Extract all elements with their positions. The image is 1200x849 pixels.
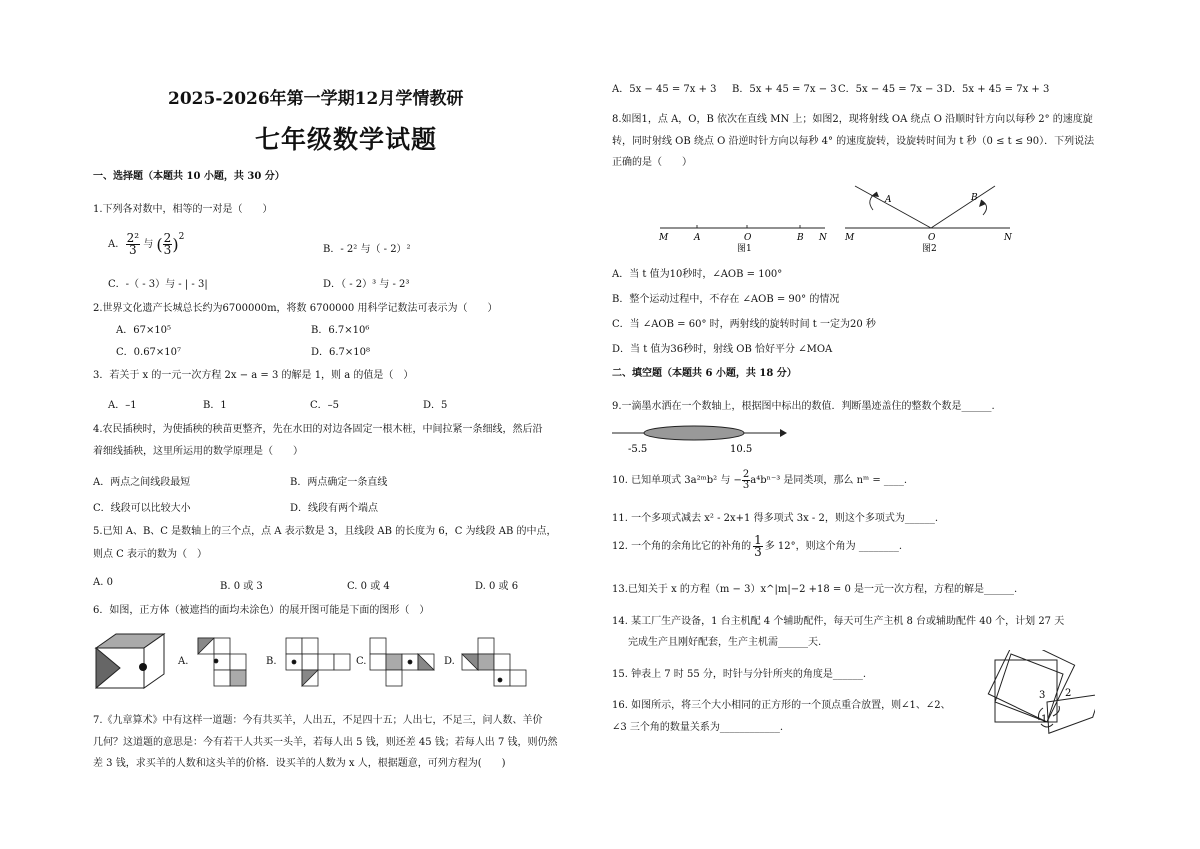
q16-squares-figure <box>975 650 1095 760</box>
q14-stem-line1: 14. 某工厂生产设备，1 台主机配 4 个辅助配件，每天可生产主机 8 台或辅助配件 40 个，计划 27 天 <box>612 616 1065 627</box>
q11-stem: 11. 一个多项式减去 x² - 2x+1 得多项式 3x - 2，则这个多项式为______. <box>612 513 939 524</box>
net-c <box>370 638 434 686</box>
q3-stem: 3．若关于 x 的一元一次方程 2x − a = 3 的解是 1，则 a 的值是（ ） <box>93 370 414 381</box>
q4-option-d: D．线段有两个端点 <box>290 503 379 514</box>
q5-stem-line2: 则点 C 表示的数为（ ） <box>93 549 208 560</box>
fig1-label-a: A <box>694 233 701 243</box>
q3-option-b: B．1 <box>203 400 227 411</box>
cube-figure <box>96 634 164 688</box>
q4-stem-line2: 着细线插秧，这里所运用的数学原理是（ ） <box>93 446 303 457</box>
angle-label-3: 3 <box>1039 690 1046 701</box>
q8-figures <box>655 180 1025 255</box>
q9-stem: 9.一滴墨水洒在一个数轴上，根据图中标出的数值．判断墨迹盖住的整数个数是______. <box>612 401 995 412</box>
q6-figures <box>90 630 470 692</box>
fig2-label-b: B <box>971 193 978 203</box>
q7-stem-line3: 差 3 钱，求买羊的人数和这头羊的价格．设买羊的人数为 x 人，根据题意，可列方程为( ) <box>93 758 506 769</box>
fig2-label-n: N <box>1004 233 1012 243</box>
q16-stem-line1: 16. 如图所示，将三个大小相同的正方形的一个顶点重合放置，则∠1、∠2、 <box>612 700 951 711</box>
q6-option-a: A. <box>178 656 189 667</box>
net-b <box>286 638 350 686</box>
page-title: 七年级数学试题 <box>255 125 438 154</box>
q2-stem: 2.世界文化遗产长城总长约为6700000m，将数 6700000 用科学记数法可表示为（ ） <box>93 303 498 314</box>
q16-stem-line2: ∠3 三个角的数量关系为____________. <box>612 722 784 733</box>
fig1-label-b: B <box>797 233 804 243</box>
q14-stem-line2: 完成生产且刚好配套，生产主机需______天. <box>628 637 822 648</box>
q4-stem-line1: 4.农民插秧时，为使插秧的秧苗更整齐，先在水田的对边各固定一根木桩，中间拉紧一条细线，然后沿 <box>93 424 543 435</box>
net-d <box>458 636 528 692</box>
q13-stem: 13.已知关于 x 的方程（m − 3）x^|m|−2 +18 = 0 是一元一次方程，方程的解是______. <box>612 584 1018 595</box>
q6-stem: 6．如图，正方体（被遮挡的面均未涂色）的展开图可能是下面的图形（ ） <box>93 605 430 616</box>
fig2-caption: 图2 <box>922 244 937 254</box>
q2-option-c: C．0.67×10⁷ <box>116 347 182 358</box>
section-2-title: 二、填空题（本题共 6 小题，共 18 分） <box>612 368 797 379</box>
fig2-label-a: A <box>885 195 892 205</box>
q6-option-c: C. <box>356 656 367 667</box>
q5-stem-line1: 5.已知 A、B、C 是数轴上的三个点，点 A 表示数是 3，且线段 AB 的长度为 6，C 为线段 AB 的中点， <box>93 526 557 537</box>
q7-stem-line2: 几何？这道题的意思是：今有若干人共买一头羊，若每人出 5 钱，则还差 45 钱；若每人出 7 钱，则仍然 <box>93 737 558 748</box>
q4-option-b: B．两点确定一条直线 <box>290 477 388 488</box>
q8-stem-line2: 转，同时射线 OB 绕点 O 沿逆时针方向以每秒 4° 的速度旋转，设旋转时间为 t 秒（0 ≤ t ≤ 90）．下列说法 <box>612 136 1095 147</box>
q1-option-b: B．- 2² 与（ - 2）² <box>323 244 411 255</box>
q9-number-line <box>610 420 790 456</box>
q4-option-a: A．两点之间线段最短 <box>93 477 191 488</box>
q15-stem: 15. 钟表上 7 时 55 分，时针与分针所夹的角度是______. <box>612 669 867 680</box>
angle-label-1: 1 <box>1041 714 1048 725</box>
q2-option-d: D．6.7×10⁸ <box>311 347 371 358</box>
q7-stem-line1: 7.《九章算术》中有这样一道题：今有共买羊，人出五，不足四十五；人出七，不足三，问人数、羊价 <box>93 715 543 726</box>
q8-option-d: D．当 t 值为36秒时，射线 OB 恰好平分 ∠MOA <box>612 344 833 355</box>
q8-stem-line1: 8.如图1，点 A，O，B 依次在直线 MN 上；如图2，现将射线 OA 绕点 O 沿顺时针方向以每秒 2° 的速度旋 <box>612 114 1093 125</box>
q7-option-a: A．5x − 45 = 7x + 3 <box>612 84 717 95</box>
q4-option-c: C．线段可以比较大小 <box>93 503 191 514</box>
ink-blot <box>644 426 744 440</box>
q7-option-c: C．5x − 45 = 7x − 3 <box>838 84 943 95</box>
fig1-label-n: N <box>819 233 827 243</box>
q7-option-d: D．5x + 45 = 7x + 3 <box>944 84 1050 95</box>
q5-option-d: D. 0 或 6 <box>475 581 519 592</box>
net-a <box>198 638 246 686</box>
section-1-title: 一、选择题（本题共 10 小题，共 30 分） <box>93 171 285 182</box>
angle-label-2: 2 <box>1065 688 1072 699</box>
q6-option-d: D. <box>444 656 455 667</box>
q5-option-a: A. 0 <box>93 577 113 588</box>
q7-option-b: B．5x + 45 = 7x − 3 <box>732 84 837 95</box>
q2-option-a: A．67×10⁵ <box>116 325 172 336</box>
q12-stem: 12. 一个角的余角比它的补角的 $\frac{1}{3}$ 多 12°，则这个角为 ________. <box>612 533 902 559</box>
exam-header: 2025-2026年第一学期12月学情教研 <box>168 89 464 109</box>
q1-option-a: A. $\frac{\text{2²}}{3}$ 与 ( $\frac{2}{3}$ )$^2$ <box>108 231 185 257</box>
q8-option-a: A．当 t 值为10秒时，∠AOB = 100° <box>612 269 783 280</box>
q1-option-d: D．（ - 2）³ 与 - 2³ <box>323 279 410 290</box>
q2-option-b: B．6.7×10⁶ <box>311 325 370 336</box>
q1-stem: 1.下列各对数中，相等的一对是（ ） <box>93 204 273 215</box>
fig2-label-m: M <box>845 233 855 243</box>
fig1-caption: 图1 <box>737 244 752 254</box>
q8-stem-line3: 正确的是（ ） <box>612 157 692 168</box>
q3-option-c: C．–5 <box>310 400 340 411</box>
q9-right-value: 10.5 <box>730 444 753 455</box>
q5-option-b: B. 0 或 3 <box>220 581 263 592</box>
fig1-label-m: M <box>659 233 669 243</box>
q8-option-c: C．当 ∠AOB = 60° 时，两射线的旋转时间 t 一定为20 秒 <box>612 319 876 330</box>
q3-option-a: A．–1 <box>108 400 137 411</box>
q5-option-c: C. 0 或 4 <box>347 581 390 592</box>
q6-option-b: B. <box>266 656 277 667</box>
q9-left-value: -5.5 <box>628 444 648 455</box>
fig2-label-o: O <box>928 233 936 243</box>
q1-option-c: C．-（ - 3）与 - | - 3| <box>108 279 208 290</box>
q10-stem: 10. 已知单项式 3a²ᵐb² 与 − $\frac{2}{3}$ a⁴bⁿ⁻³ 是同类项，那么 nᵐ = ____. <box>612 469 908 491</box>
q3-option-d: D．5 <box>423 400 448 411</box>
fig1-label-o: O <box>744 233 752 243</box>
q8-option-b: B．整个运动过程中，不存在 ∠AOB = 90° 的情况 <box>612 294 840 305</box>
